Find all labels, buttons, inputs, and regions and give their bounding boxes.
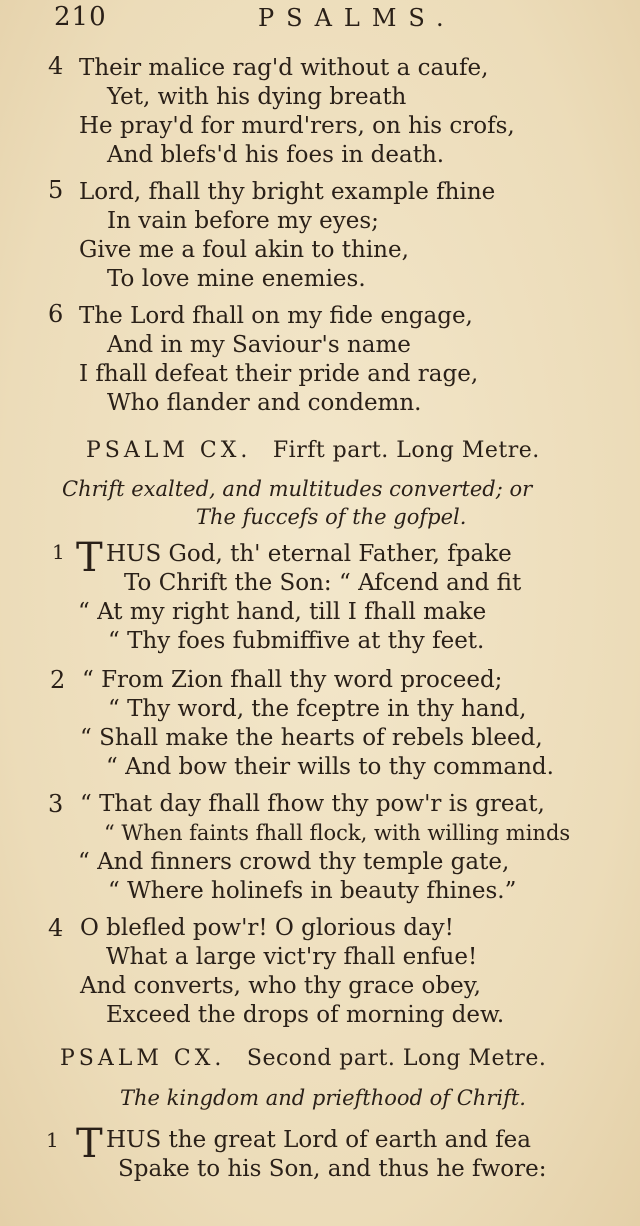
psalm-heading-caps: PSALM CX. bbox=[86, 438, 252, 463]
verse-line: Who flander and condemn. bbox=[107, 390, 422, 416]
verse-line: “ When faints fhall flock, with willing minds bbox=[104, 821, 571, 845]
verse-line: To Chrift the Son: “ Afcend and fit bbox=[124, 570, 522, 596]
verse-line: O blefled pow'r! O glorious day! bbox=[80, 915, 454, 941]
stanza-number: 6 bbox=[48, 300, 64, 328]
verse-line: Yet, with his dying breath bbox=[107, 84, 407, 110]
stanza-number: 4 bbox=[48, 52, 64, 80]
stanza-number: 4 bbox=[48, 914, 64, 942]
stanza-number: 1 bbox=[46, 1128, 59, 1152]
stanza-number: 1 bbox=[52, 540, 65, 564]
verse-line: To love mine enemies. bbox=[107, 266, 366, 292]
psalm-heading bbox=[86, 438, 540, 463]
verse-line: “ And finners crowd thy temple gate, bbox=[78, 849, 510, 875]
psalm-heading-meter: Firft part. Long Metre. bbox=[272, 438, 540, 463]
verse-line: Spake to his Son, and thus he fwore: bbox=[118, 1156, 547, 1182]
verse-line: “ That day fhall fhow thy pow'r is great, bbox=[80, 791, 545, 817]
stanza-number: 5 bbox=[48, 176, 64, 204]
verse-line: And blefs'd his foes in death. bbox=[107, 142, 445, 168]
verse-line: “ Where holinefs in beauty fhines.” bbox=[108, 878, 517, 904]
verse-line: HUS God, th' eternal Father, fpake bbox=[106, 541, 512, 567]
psalm-subtitle: Chrift exalted, and multitudes converted; or bbox=[62, 477, 533, 501]
verse-line: In vain before my eyes; bbox=[107, 208, 379, 234]
verse-line: What a large vict'ry fhall enfue! bbox=[106, 944, 478, 970]
verse-line: “ Shall make the hearts of rebels bleed, bbox=[80, 725, 543, 751]
psalm-subtitle: The fuccefs of the gofpel. bbox=[196, 505, 467, 529]
verse-line: “ And bow their wills to thy command. bbox=[106, 754, 554, 780]
drop-cap: T bbox=[76, 535, 103, 581]
verse-line: “ At my right hand, till I fhall make bbox=[78, 599, 487, 625]
verse-line: “ From Zion fhall thy word proceed; bbox=[82, 667, 503, 693]
verse-line: HUS the great Lord of earth and fea bbox=[106, 1127, 531, 1153]
verse-line: And converts, who thy grace obey, bbox=[80, 973, 481, 999]
verse-line: And in my Saviour's name bbox=[107, 332, 411, 358]
verse-line: “ Thy foes fubmiffive at thy feet. bbox=[108, 628, 485, 654]
verse-line: The Lord fhall on my fide engage, bbox=[79, 303, 473, 329]
verse-line: I fhall defeat their pride and rage, bbox=[79, 361, 479, 387]
psalm-heading bbox=[60, 1046, 546, 1071]
verse-line: He pray'd for murd'rers, on his crofs, bbox=[79, 113, 515, 139]
stanza-number: 2 bbox=[50, 666, 66, 694]
verse-line: Lord, fhall thy bright example fhine bbox=[79, 179, 496, 205]
running-title: PSALMS. bbox=[258, 4, 456, 32]
psalm-heading-meter: Second part. Long Metre. bbox=[246, 1046, 547, 1071]
drop-cap: T bbox=[76, 1121, 103, 1167]
psalm-heading-caps: PSALM CX. bbox=[60, 1046, 226, 1071]
page-number: 210 bbox=[54, 2, 107, 32]
verse-line: Give me a foul akin to thine, bbox=[79, 237, 409, 263]
stanza-number: 3 bbox=[48, 790, 64, 818]
psalm-subtitle: The kingdom and priefthood of Chrift. bbox=[120, 1086, 526, 1110]
verse-line: Exceed the drops of morning dew. bbox=[106, 1002, 505, 1028]
verse-line: Their malice rag'd without a caufe, bbox=[79, 55, 489, 81]
verse-line: “ Thy word, the fceptre in thy hand, bbox=[108, 696, 527, 722]
